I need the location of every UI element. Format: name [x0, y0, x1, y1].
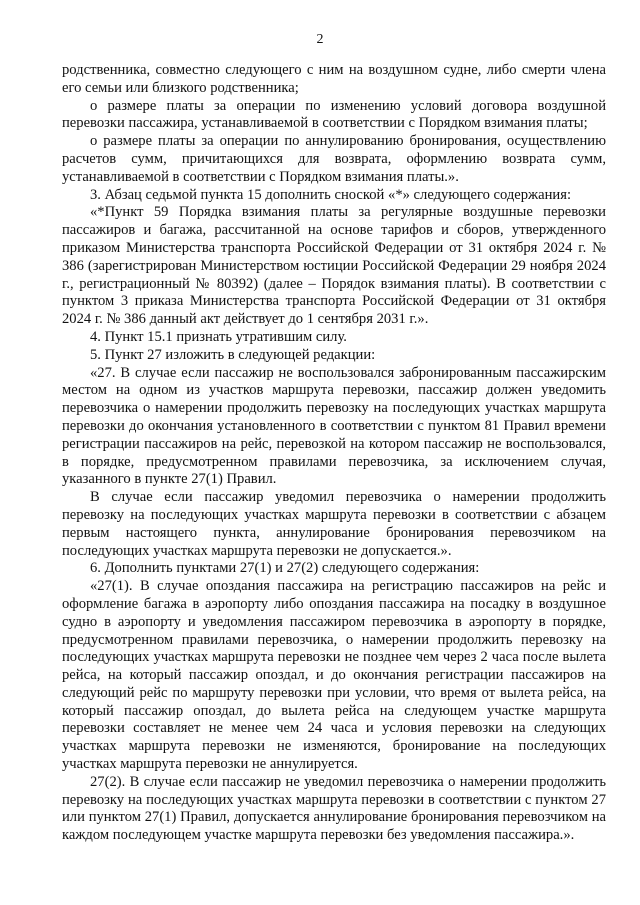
paragraph-clause-27: «27. В случае если пассажир не воспользовался забронированным пассажирским местом на одном из участков маршрута перевозки, пассажир должен уведомить перевозчика о намерении продолжить перевозку на последующих участках маршрута перевозки до окончания установленного в соответствии с пунктом 81 Правил времени регистрации пассажиров на рейс, перевозкой на котором пассажир не воспользовался, в порядке, предусмотренном правилами перевозчика, за исключением случая, указанного в пункте 27(1) Правил. — [62, 364, 606, 488]
paragraph-item-5: 5. Пункт 27 изложить в следующей редакции: — [90, 346, 376, 363]
paragraph-item-4: 4. Пункт 15.1 признать утратившим силу. — [90, 328, 347, 345]
paragraph-cancellation-fee: о размере платы за операции по аннулированию бронирования, осуществлению расчетов сумм, причитающихся для возврата, оформлению возврата сумм, устанавливаемой в соответствии с Порядком взимания платы.». — [62, 133, 606, 185]
document-body — [62, 62, 606, 845]
paragraph-item-6: 6. Дополнить пунктами 27(1) и 27(2) следующего содержания: — [90, 560, 480, 577]
paragraph-clause-27-1: «27(1). В случае опоздания пассажира на регистрацию пассажиров на рейс и оформление багажа в аэропорту либо опоздания пассажира на посадку в воздушное судно в аэропорту и уведомления пассажиром перевозчика в аэропорту в порядке, предусмотренном правилами перевозчика, о намерении продолжить перевозку на последующих участках маршрута перевозки не позднее чем через 2 часа после вылета рейса, на который пассажир опоздал, и до окончания регистрации пассажиров на следующий рейс по маршруту перевозки при условии, что время от вылета рейса, на который пассажир опоздал, до вылета рейса на следующем участке маршрута перевозки составляет не менее чем 24 часа и условия перевозки на следующих участках маршрута перевозки не изменяются, бронирование на последующих участках маршрута перевозки не аннулируется. — [62, 578, 606, 773]
paragraph-item-3: 3. Абзац седьмой пункта 15 дополнить сноской «*» следующего содержания: — [90, 186, 572, 203]
paragraph-change-fee: о размере платы за операции по изменению условий договора воздушной перевозки пассажира, устанавливаемой в соответствии с Порядком взимания платы; — [62, 97, 606, 132]
paragraph-clause-27-second: В случае если пассажир уведомил перевозчика о намерении продолжить перевозку на последующих участках маршрута перевозки в соответствии с абзацем первым настоящего пункта, аннулирование бронирования перевозчиком на последующих участках маршрута перевозки не допускается.». — [62, 489, 606, 559]
paragraph-footnote-text: «*Пункт 59 Порядка взимания платы за регулярные воздушные перевозки пассажиров и багажа, рассчитанной на основе тарифов и сборов, утвержденного приказом Министерства транспорта Российской Федерации от 31 октября 2024 г. № 386 (зарегистрирован Министерством юстиции Российской Федерации 29 ноября 2024 г., регистрационный № 80392) (далее – Порядок взимания платы). В соответствии с пунктом 3 приказа Министерства транспорта Российской Федерации от 31 октября 2024 г. № 386 данный акт действует до 1 сентября 2031 г.». — [62, 204, 606, 328]
paragraph-clause-27-2: 27(2). В случае если пассажир не уведомил перевозчика о намерении продолжить перевозку на последующих участках маршрута перевозки в соответствии с пунктом 27 или пунктом 27(1) Правил, допускается аннулирование бронирования перевозчиком на каждом последующем участке маршрута перевозки без уведомления пассажира.». — [62, 773, 606, 844]
paragraph-continuation: родственника, совместно следующего с ним на воздушном судне, либо смерти члена его семьи или близкого родственника; — [62, 62, 606, 96]
page-number: 2 — [316, 32, 324, 47]
